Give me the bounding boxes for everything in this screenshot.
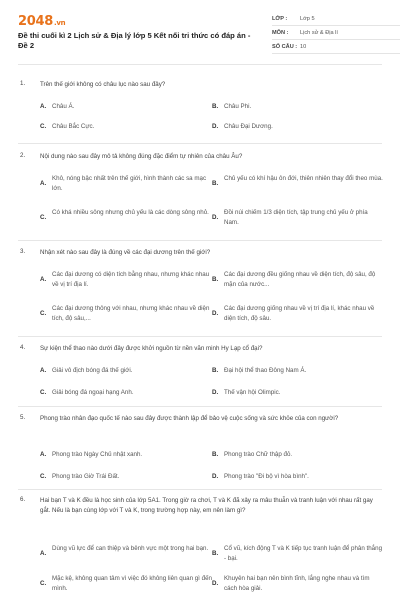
option-text: Đại hội thể thao Đông Nam Á. [224,367,307,374]
divider [18,64,382,65]
option-text: Giải vô địch bóng đá thế giới. [52,367,133,374]
question-4 [18,344,382,404]
option-letter: A. [40,367,47,374]
meta-value: Lịch sử & Địa lí [300,30,338,36]
logo-suffix: .vn [53,19,66,27]
meta-key: LỚP : [272,16,288,22]
option-letter: B. [212,550,219,557]
meta-value: Lớp 5 [300,16,315,22]
option-letter: C. [40,580,47,587]
option-text: Chủ yếu có khí hậu ôn đới, thiên nhiên thay đổi theo mùa. [224,175,383,182]
option-letter: A. [40,276,47,283]
option-text: Châu Á. [52,103,75,110]
question-6 [18,496,382,600]
option-d[interactable] [212,304,382,326]
option-c[interactable] [40,208,210,230]
option-text: Đồi núi chiếm 1/3 diện tích, tập trung chủ yếu ở phía Nam. [224,209,368,226]
option-a[interactable] [40,270,210,292]
option-letter: C. [40,214,47,221]
option-d[interactable] [212,208,382,230]
option-text: Giải bóng đá ngoại hạng Anh. [52,389,134,396]
option-letter: D. [212,310,219,317]
option-letter: D. [212,389,219,396]
meta-row-class [272,12,400,26]
option-text: Khô, nóng bậc nhất trên thế giới, hình thành các sa mạc lớn. [52,175,207,192]
option-letter: D. [212,123,219,130]
question-text: Sự kiện thể thao nào dưới đây được khởi nguồn từ nền văn minh Hy Lạp cổ đại? [40,345,263,352]
option-text: Thế vận hội Olimpic. [224,389,281,396]
option-text: Các đại dương giống nhau về vị trí địa lí, khác nhau về diện tích, độ sâu. [224,305,375,322]
question-number: 5. [20,414,26,421]
option-a[interactable] [40,174,210,196]
option-letter: A. [40,550,47,557]
option-text: Châu Bắc Cực. [52,123,95,130]
divider [18,489,382,490]
option-text: Phong trào "Đi bộ vì hòa bình". [224,473,309,480]
option-text: Phong trào Ngày Chủ nhật xanh. [52,451,143,458]
question-number: 4. [20,344,26,351]
option-c[interactable] [40,388,210,398]
option-text: Châu Phi. [224,103,252,110]
option-c[interactable] [40,574,210,596]
option-b[interactable] [212,450,382,460]
option-b[interactable] [212,270,382,292]
option-b[interactable] [212,544,382,566]
divider [18,336,382,337]
option-a[interactable] [40,450,210,460]
option-text: Có khá nhiều sông nhưng chủ yếu là các dòng sông nhỏ. [52,209,209,216]
question-text: Trên thế giới không có châu lục nào sau đây? [40,81,166,88]
question-5 [18,414,382,488]
option-text: Dùng vũ lực để can thiệp và bênh vực một trong hai bạn. [52,545,209,552]
logo-main: 2048 [18,14,53,29]
option-text: Phong trào Chữ thập đỏ. [224,451,293,458]
question-text: Nhận xét nào sau đây là đúng về các đại dương trên thế giới? [40,249,211,256]
meta-row-subject [272,26,400,40]
option-b[interactable] [212,366,382,376]
option-letter: B. [212,103,219,110]
meta-key: SỐ CÂU : [272,44,298,50]
option-text: Cổ vũ, kích động T và K tiếp tục tranh luận để phân thắng - bại. [224,545,383,562]
option-d[interactable] [212,472,382,482]
exam-title: Đề thi cuối kì 2 Lịch sử & Địa lý lớp 5 Kết nối tri thức có đáp án - Đề 2 [18,31,251,50]
option-letter: B. [212,180,219,187]
question-text: Hai bạn T và K đều là học sinh của lớp 5A1. Trong giờ ra chơi, T và K đã xảy ra mâu thuẫn và tranh luận với nhau rất gay gắt. Nếu là bạn cùng lớp với T và K, trong trường hợp này, em nên làm gì? [40,497,373,514]
option-letter: B. [212,451,219,458]
meta-value: 10 [300,44,307,50]
question-1 [18,80,382,140]
option-text: Mặc kệ, không quan tâm vì việc đó không liên quan gì đến mình. [52,575,212,592]
option-letter: B. [212,367,219,374]
meta-row-count [272,40,400,54]
option-b[interactable] [212,102,382,112]
option-text: Châu Đại Dương. [224,123,273,130]
option-c[interactable] [40,122,210,132]
question-text: Nội dung nào sau đây mô tả không đúng đặc điểm tự nhiên của châu Âu? [40,153,243,160]
option-letter: A. [40,451,47,458]
option-letter: D. [212,473,219,480]
option-letter: C. [40,123,47,130]
option-a[interactable] [40,544,210,566]
option-text: Các đại dương đều giống nhau về diện tích, độ sâu, độ mặn của nước... [224,271,376,288]
exam-meta [272,12,400,54]
exam-header [18,12,390,56]
option-text: Các đại dương có diện tích bằng nhau, nhưng khác nhau về vị trí địa lí. [52,271,210,288]
question-number: 2. [20,152,26,159]
option-b[interactable] [212,174,382,196]
option-letter: A. [40,180,47,187]
question-number: 6. [20,496,26,503]
option-a[interactable] [40,102,210,112]
option-text: Khuyên hai bạn nên bình tĩnh, lắng nghe nhau và tìm cách hòa giải. [224,575,370,592]
option-d[interactable] [212,574,382,596]
option-text: Các đại dương thông với nhau, nhưng khác nhau về diện tích, độ sâu,... [52,305,210,322]
option-letter: C. [40,310,47,317]
option-text: Phong trào Giờ Trái Đất. [52,473,120,480]
question-2 [18,152,382,238]
option-letter: D. [212,214,219,221]
site-logo[interactable] [18,14,65,29]
meta-key: MÔN : [272,30,289,36]
option-c[interactable] [40,472,210,482]
question-number: 3. [20,248,26,255]
option-letter: A. [40,103,47,110]
option-d[interactable] [212,388,382,398]
option-letter: D. [212,580,219,587]
option-letter: C. [40,389,47,396]
divider [18,143,382,144]
option-a[interactable] [40,366,210,376]
question-3 [18,248,382,334]
option-c[interactable] [40,304,210,326]
divider [18,406,382,407]
question-number: 1. [20,80,26,87]
divider [18,240,382,241]
question-text: Phong trào nhân đạo quốc tế nào sau đây được thành lập để bảo vệ cuộc sống và sức khỏe của con người? [40,415,339,422]
option-d[interactable] [212,122,382,132]
option-letter: B. [212,276,219,283]
option-letter: C. [40,473,47,480]
